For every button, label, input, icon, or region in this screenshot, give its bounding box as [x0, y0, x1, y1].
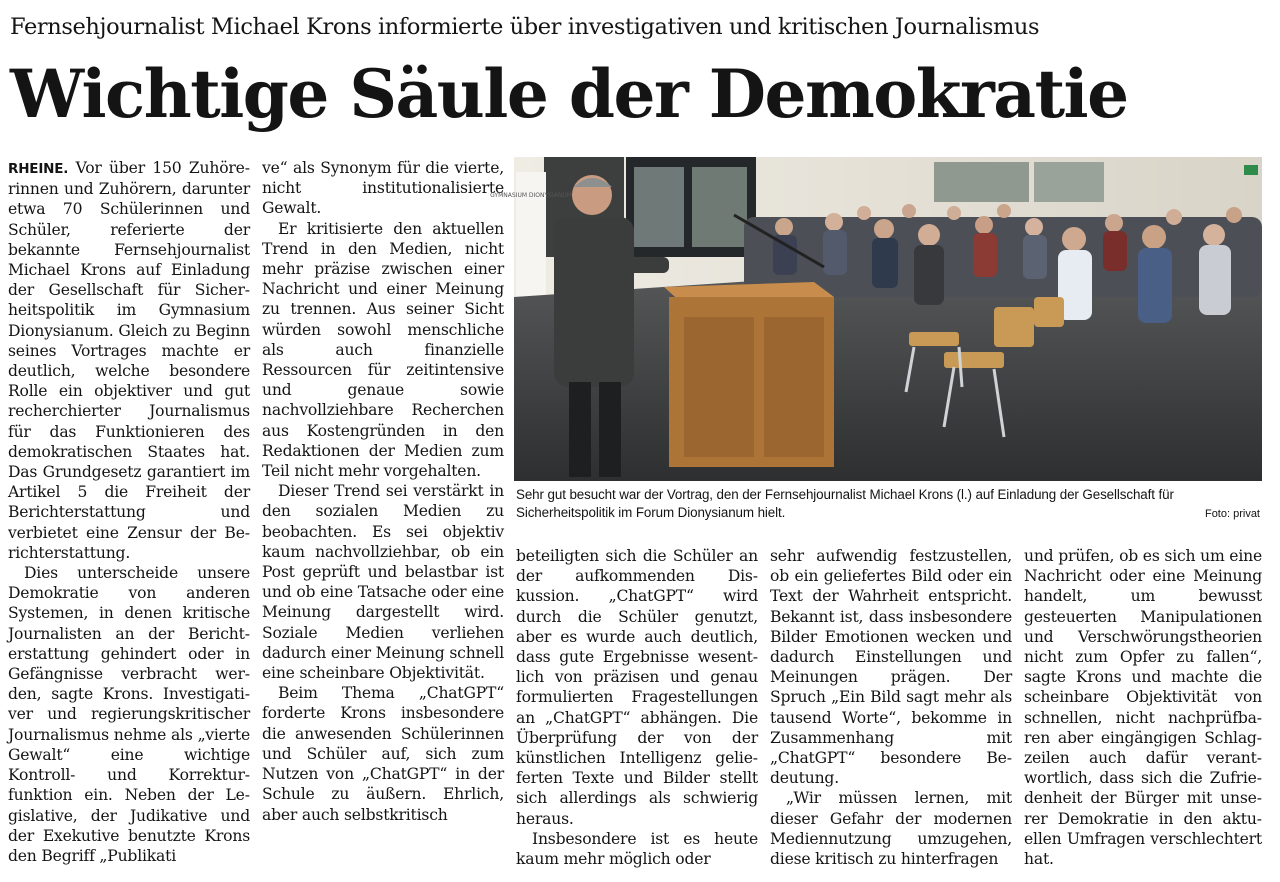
- paragraph: [8, 158, 250, 563]
- dateline: RHEINE.: [8, 161, 69, 177]
- text-column-3: [516, 546, 758, 880]
- text-column-2: [262, 158, 504, 880]
- paragraph: beteiligten sich die Schüler an der aufkommenden Diskussion. „ChatGPT“ wird durch die Schüler genutzt, aber es wurde auch deutlich, dass gute Ergebnisse wesentlich von präzisen und genau formulierten Fragestellungen an „ChatGPT“ abhängen. Die Überprüfung der von der künstlichen Intelligenz gelieferten Texte und Bilder stellt sich allerdings als schwierig heraus.: [516, 547, 758, 828]
- photo-caption: Sehr gut besucht war der Vortrag, den der Fernsehjournalist Michael Krons (l.) auf Einladung der Gesellschaft für Sicherheitspolitik im Forum Dionysianum hielt.: [516, 487, 1174, 520]
- lectern: [664, 282, 834, 467]
- paragraph: ve“ als Synonym für die vierte, nicht institutionalisierte Gewalt.: [262, 159, 504, 218]
- paragraph: Er kritisierte den aktuellen Trend in den Medien, nicht mehr präzise zwischen einer Nachricht und einer Meinung zu trennen. Aus seiner Sicht würden sowohl menschliche als auch finanzielle Ressourcen für zeitintensive und genaue sowie nachvollziehbare Recherchen aus Kostengründen in den Redaktionen der Medien zum Teil nicht mehr vorgehalten.: [262, 219, 504, 481]
- paragraph: „Wir müssen lernen, mit dieser Gefahr der modernen Mediennutzung umzugehen, diese kritisch zu hinterfragen: [770, 789, 1012, 869]
- event-photo: [490, 157, 1262, 481]
- article-headline: Wichtige Säule der Demokratie: [10, 55, 1128, 133]
- paragraph-text: Vor über 150 Zuhörerinnen und Zuhörern, darunter etwa 70 Schülerinnen und Schüler, referierte der bekannte Fernsehjournalist Michael Krons auf Einladung der Gesellschaft für Sicherheitspolitik im Gymnasium Dionysianum. Gleich zu Beginn seines Vortrages machte er deutlich, welche besondere Rolle ein objektiver und gut recherchierter Journalismus für das Funktionieren des demokratischen Staates hat. Das Grundgesetz garantiert im Artikel 5 die Freiheit der Berichterstattung und verbietet eine Zensur der Berichterstattung.: [8, 159, 250, 562]
- paragraph: und prüfen, ob es sich um eine Nachricht oder eine Meinung handelt, um bewusst gesteuerten Manipulationen und Verschwörungstheorien nicht zum Opfer zu fallen“, sagte Krons und machte die scheinbare Objektivität von schnellen, nicht nachprüfbaren aber eingängigen Schlagzeilen auch dafür verantwortlich, dass sich die Zufriedenheit der Bürger mit unserer Demokratie in den aktuellen Umfragen verschlechtert hat.: [1024, 547, 1262, 869]
- text-column-4: [770, 546, 1012, 880]
- article-kicker: Fernsehjournalist Michael Krons informierte über investigativen und kritischen Journalismus: [10, 14, 1040, 40]
- text-column-5: [1024, 546, 1262, 880]
- text-column-1: [8, 158, 250, 880]
- paragraph: Insbesondere ist es heute kaum mehr möglich oder: [516, 829, 758, 869]
- paragraph: Dieser Trend sei verstärkt in den sozialen Medien zu beobachten. Es sei objektiv kaum nachvollziehbar, ob ein Post geprüft und belastbar ist und ob eine Tatsache oder eine Meinung dargestellt wird. Soziale Medien verliehen dadurch einer Meinung schnell eine scheinbare Objektivität.: [262, 482, 504, 683]
- paragraph: sehr aufwendig festzustellen, ob ein geliefertes Bild oder ein Text der Wahrheit entspricht. Bekannt ist, dass insbesondere Bilder Emotionen wecken und dadurch Einstellungen und Meinungen prägen. Der Spruch „Ein Bild sagt mehr als tausend Worte“, bekomme in Zusammenhang mit „ChatGPT“ besondere Bedeutung.: [770, 547, 1012, 788]
- paragraph: Beim Thema „ChatGPT“ forderte Krons insbesondere die anwesenden Schülerinnen und Schüler auf, sich zum Nutzen von „ChatGPT“ in der Schule zu äußern. Ehrlich, aber auch selbstkritisch: [262, 684, 504, 824]
- paragraph: Dies unterscheide unsere Demokratie von anderen Systemen, in denen kritische Journalisten an der Berichterstattung gehindert oder in Gefängnisse verbracht werden, sagte Krons. Investigativer und regierungskritischer Journalismus nehme als „vierte Gewalt“ eine wichtige Kontroll- und Korrekturfunktion ein. Neben der Legislative, der Judikative und der Exekutive benutzte Krons den Begriff „Publikati: [8, 564, 250, 865]
- photo-credit: Foto: privat: [1204, 508, 1260, 520]
- banner-text: GYMNASIUM DIONYSIANUM: [490, 192, 572, 199]
